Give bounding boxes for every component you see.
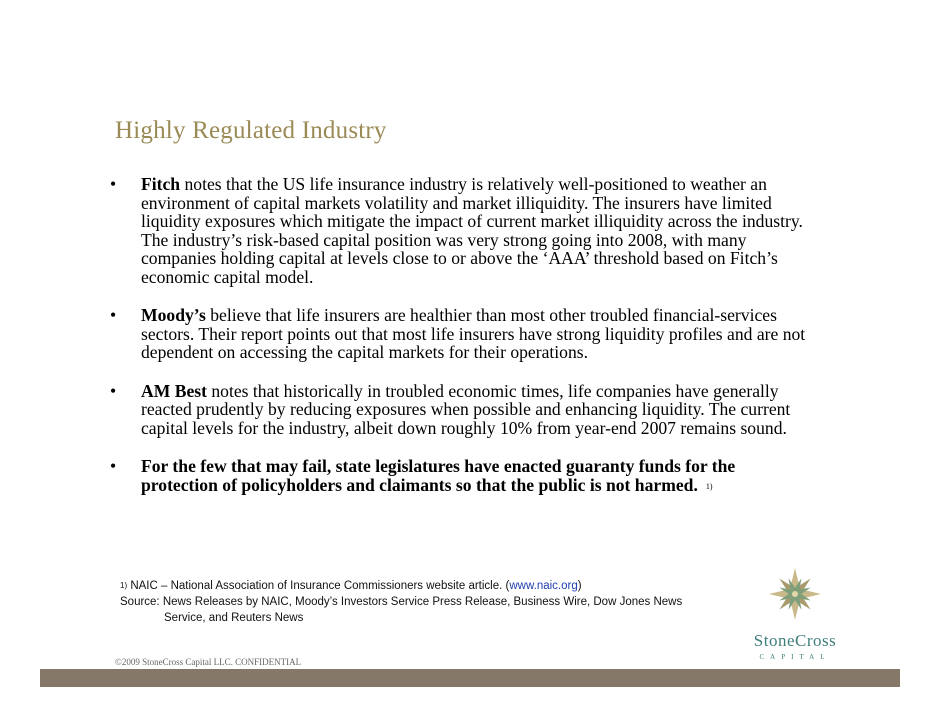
- bullet-bold-text: For the few that may fail, state legislatures have enacted guaranty funds for the protection of policyholders and claimants so that the public is not harmed.: [141, 456, 736, 495]
- bullet-text: notes that the US life insurance industry is relatively well-positioned to weather an environment of capital markets volatility and market illiquidity. The insurers have limited liquidity exposures which mitigate the impact of current market illiquidity across the industry. The industry’s risk-based capital position was very strong going into 2008, with many companies holding capital at levels close to or above the ‘AAA’ threshold based on Fitch’s economic capital model.: [141, 174, 803, 287]
- bullet-text: notes that historically in troubled economic times, life companies have generally reacted prudently by reducing exposures when possible and enhancing liquidity. The current capital levels for the industry, albeit down roughly 10% from year-end 2007 remains sound.: [141, 380, 791, 438]
- footnote-ref: 1): [705, 481, 713, 491]
- footnote-text: NAIC – National Association of Insurance Commissioners website article. (: [127, 580, 510, 592]
- bullet-text: believe that life insurers are healthier than most other troubled financial-services sectors. Their report points out that most life insurers have strong liquidity profiles and are not dependent on accessing the capital markets for their operations.: [141, 305, 806, 362]
- footnote-close: ): [577, 580, 582, 592]
- bullet-dot: •: [110, 305, 117, 325]
- footer-bar: [40, 669, 900, 687]
- logo-sub: CAPITAL: [759, 653, 831, 661]
- bullet-dot: •: [110, 174, 117, 194]
- bullet-list: [112, 175, 812, 514]
- bullet-lead: Moody’s: [141, 305, 206, 325]
- source-line: Source: News Releases by NAIC, Moody’s Investors Service Press Release, Business Wire, Dow Jones News: [120, 596, 683, 608]
- copyright: ©2009 StoneCross Capital LLC. CONFIDENTIAL: [115, 657, 302, 667]
- footnote-marker: 1): [120, 581, 128, 590]
- bullet-dot: •: [110, 380, 117, 401]
- bullet-dot: •: [110, 456, 117, 476]
- bullet-lead: AM Best: [141, 380, 207, 401]
- slide-title: Highly Regulated Industry: [115, 117, 387, 144]
- logo-name: StoneCross: [753, 631, 837, 650]
- footnote-line: [120, 578, 682, 594]
- bullet-moodys: [112, 306, 812, 362]
- bullet-am-best: [112, 382, 812, 438]
- naic-link[interactable]: www.naic.org: [509, 580, 578, 592]
- compass-star-icon: [767, 566, 823, 622]
- footnotes: [120, 578, 682, 626]
- source-line-2: Service, and Reuters News: [164, 612, 304, 624]
- bullet-fitch: [112, 175, 812, 286]
- bullet-guaranty: [112, 457, 812, 494]
- company-logo: [740, 566, 850, 661]
- bullet-lead: Fitch: [141, 174, 181, 194]
